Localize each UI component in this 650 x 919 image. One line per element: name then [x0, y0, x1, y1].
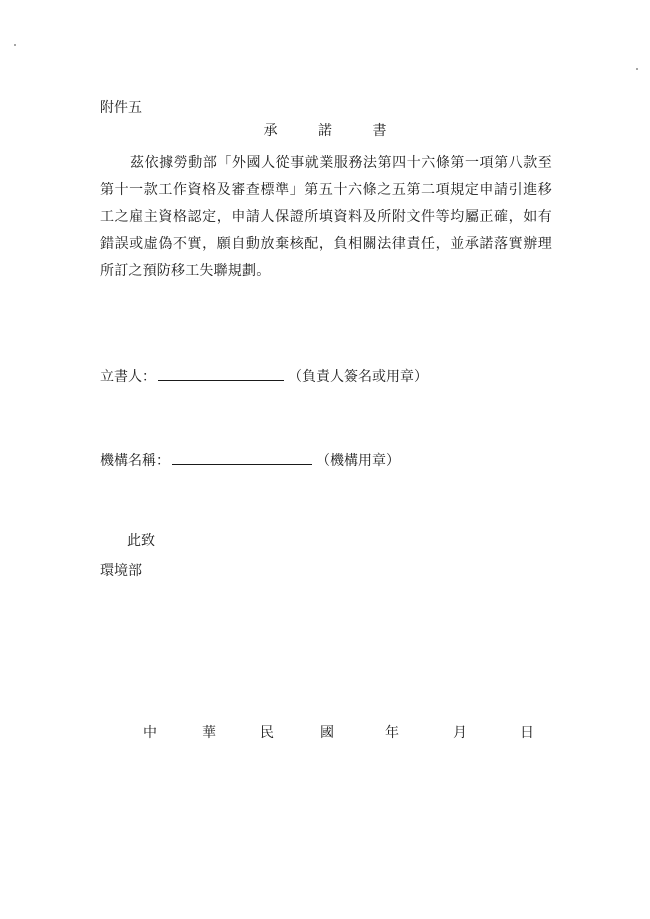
date-part: 日	[520, 725, 534, 741]
date-part: 月	[453, 725, 467, 741]
scan-speck	[14, 44, 16, 46]
pledge-body: 茲依據勞動部「外國人從事就業服務法第四十六條第一項第八款至第十一款工作資格及審查標準」第五十六條之五第二項規定申請引進移工之雇主資格認定，申請人保證所填資料及所附文件等均屬正確，如有錯誤或虛偽不實，願自動放棄核配，負相關法律責任，並承諾落實辦理所訂之預防移工失聯規劃。	[100, 155, 552, 279]
signer-label: 立書人：	[100, 369, 156, 385]
date-line	[0, 722, 650, 742]
org-label: 機構名稱：	[100, 453, 170, 469]
title-char: 承	[263, 123, 278, 139]
org-name-blank[interactable]	[172, 450, 312, 465]
document-title	[0, 120, 650, 140]
date-part: 國	[320, 725, 334, 741]
organization-line	[100, 450, 400, 470]
attachment-label: 附件五	[100, 100, 142, 116]
date-part: 民	[260, 725, 274, 741]
date-part: 年	[385, 725, 399, 741]
title-char: 諾	[318, 123, 332, 139]
date-part: 中	[143, 725, 157, 741]
signer-note: （負責人簽名或用章）	[288, 369, 428, 385]
scan-speck	[636, 68, 638, 70]
closing-phrase: 此致	[127, 533, 155, 549]
signer-line	[100, 366, 428, 386]
signer-signature-blank[interactable]	[158, 366, 284, 381]
org-note: （機構用章）	[316, 453, 400, 469]
date-part: 華	[202, 725, 216, 741]
title-char: 書	[372, 123, 387, 139]
recipient: 環境部	[100, 563, 142, 579]
